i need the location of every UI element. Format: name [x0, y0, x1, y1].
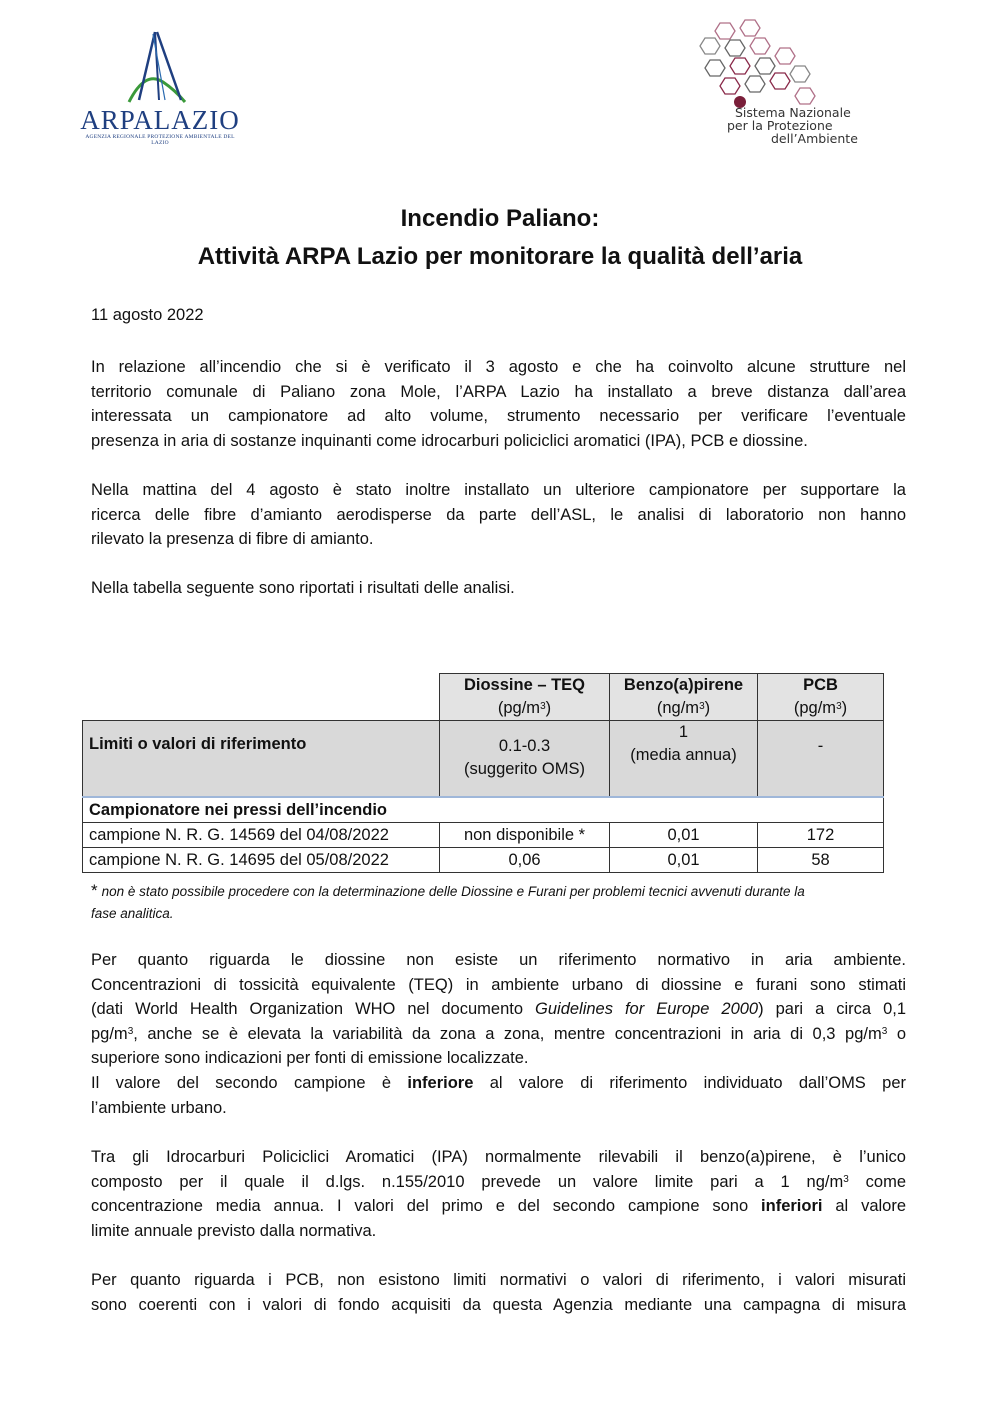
table-header-dioxins — [440, 674, 610, 721]
reference-label — [83, 721, 440, 797]
table-row — [83, 847, 884, 872]
snpa-line-1: Sistema Nazionale — [735, 105, 851, 120]
header-unit-sup: 3 — [836, 701, 842, 712]
document-date: 11 agosto 2022 — [91, 306, 204, 324]
reference-value: - — [817, 737, 824, 755]
snpa-line-3: dell’Ambiente — [771, 131, 858, 146]
paragraph-line: territorio comunale di Paliano zona Mole, l’ARPA Lazio ha installato a breve distanza dall’area — [91, 382, 906, 401]
sample-benzopyrene: 0,01 — [610, 822, 758, 847]
paragraph-line — [91, 1170, 906, 1195]
paragraph-line: ricerca delle fibre d’amianto aerodisperse da parte dell’ASL, le analisi di laboratorio non hanno — [91, 505, 906, 524]
header-name: Benzo(a)pirene — [623, 676, 744, 694]
header-unit: (ng/m — [656, 699, 700, 717]
table-corner-cell — [83, 674, 440, 721]
arpa-logo-name: ARPALAZIO — [80, 105, 240, 135]
sample-dioxins: non disponibile * — [440, 822, 610, 847]
header-unit-sup: 3 — [699, 701, 705, 712]
paragraph-line: Per quanto riguarda le diossine non esiste un riferimento normativo in aria ambiente. — [91, 951, 906, 969]
table-reference-row — [83, 721, 884, 797]
snpa-logo-text — [725, 106, 895, 145]
header-unit-close: ) — [545, 699, 552, 717]
paragraph-line: Per quanto riguarda i PCB, non esistono limiti normativi o valori di riferimento, i valori misurati — [91, 1271, 906, 1289]
paragraph-line: rilevato la presenza di fibre di amianto. — [91, 530, 374, 548]
header-name: Diossine – TEQ — [463, 676, 586, 694]
text-run: o — [887, 1024, 907, 1043]
header-name: PCB — [803, 676, 838, 694]
bold-run: inferiori — [761, 1197, 823, 1215]
paragraph-line: superiore sono indicazioni per fonti di emissione localizzate. — [91, 1049, 529, 1067]
paragraph-line: Tra gli Idrocarburi Policiclici Aromatici (IPA) normalmente rilevabili il benzo(a)pirene, è l’unico — [91, 1148, 906, 1166]
sample-pcb: 172 — [758, 822, 884, 847]
paragraph-line: Nella tabella seguente sono riportati i risultati delle analisi. — [91, 579, 515, 597]
snpa-line-2: per la Protezione — [727, 118, 833, 133]
header-unit-close: ) — [704, 699, 711, 717]
header-unit-sup: 3 — [540, 701, 546, 712]
paragraph-line: sono coerenti con i valori di fondo acquisiti da questa Agenzia mediante una campagna di misura — [91, 1295, 906, 1314]
bold-run: inferiore — [407, 1074, 474, 1092]
text-run: composto per il quale il d.lgs. n.155/2010 prevede un valore limite pari a 1 ng/m — [91, 1172, 844, 1191]
superscript: 3 — [843, 1173, 849, 1185]
superscript: 3 — [127, 1025, 134, 1037]
paragraph-line: Concentrazioni di tossicità equivalente (TEQ) in ambiente urbano di diossine e furani sono stimati — [91, 975, 906, 994]
reference-value: 1 — [678, 723, 689, 741]
paragraph-line: interessata un campionatore ad alto volume, strumento necessario per verificare l’eventuale — [91, 407, 906, 425]
sample-pcb: 58 — [758, 847, 884, 872]
paragraph-line — [91, 1194, 906, 1219]
table-footnote — [91, 880, 911, 925]
paragraph-line — [91, 1071, 906, 1096]
reference-pcb — [758, 721, 884, 797]
table-header-row — [83, 674, 884, 721]
paragraph-5 — [91, 1071, 906, 1120]
header-unit: (pg/m — [793, 699, 837, 717]
reference-note: (suggerito OMS) — [463, 760, 586, 778]
paragraph-4 — [91, 948, 906, 1071]
paragraph-line — [91, 997, 906, 1022]
sample-dioxins: 0,06 — [440, 847, 610, 872]
hexagon-pattern-icon — [690, 18, 900, 108]
reference-benzopyrene — [610, 721, 758, 797]
reference-label-text: Limiti o valori di riferimento — [89, 735, 307, 753]
paragraph-1 — [91, 355, 906, 453]
text-run: come — [848, 1172, 906, 1191]
table-row — [83, 822, 884, 847]
paragraph-line: Nella mattina del 4 agosto è stato inoltre installato un ulteriore campionatore per supportare la — [91, 481, 906, 499]
text-run: Il valore del secondo campione è — [91, 1074, 408, 1092]
header-unit-close: ) — [841, 699, 848, 717]
arpa-mountain-icon — [125, 30, 195, 110]
arpa-lazio-logo — [80, 30, 240, 145]
sample-label: campione N. R. G. 14695 del 05/08/2022 — [83, 847, 440, 872]
paragraph-2 — [91, 478, 906, 552]
text-run: (dati World Health Organization WHO nel documento — [91, 1000, 536, 1018]
reference-note: (media annua) — [630, 746, 737, 764]
italic-title: Guidelines for Europe 2000 — [535, 1000, 759, 1018]
snpa-logo — [690, 18, 900, 148]
paragraph-line: presenza in aria di sostanze inquinanti come idrocarburi policiclici aromatici (IPA), PCB e diossine. — [91, 431, 808, 450]
reference-value: 0.1-0.3 — [498, 737, 551, 755]
table-header-benzopyrene — [610, 674, 758, 721]
paragraph-3 — [91, 576, 906, 601]
text-run: al valore — [822, 1197, 907, 1215]
reference-dioxins — [440, 721, 610, 797]
sample-benzopyrene: 0,01 — [610, 847, 758, 872]
results-table — [82, 673, 884, 873]
text-run: al valore di riferimento individuato dall’OMS per — [473, 1074, 907, 1092]
paragraph-line: limite annuale previsto dalla normativa. — [91, 1221, 377, 1240]
section-label: Campionatore nei pressi dell’incendio — [83, 797, 884, 823]
paragraph-7 — [91, 1268, 906, 1317]
footnote-text-1: non è stato possibile procedere con la determinazione delle Diossine e Furani per problemi tecnici avvenuti durante la — [101, 884, 805, 899]
header-unit: (pg/m — [497, 699, 541, 717]
text-run: pg/m — [91, 1024, 128, 1043]
footnote-marker: * — [91, 881, 98, 900]
document-title — [0, 200, 1000, 276]
text-run: concentrazione media annua. I valori del primo e del secondo campione sono — [91, 1197, 762, 1215]
paragraph-6 — [91, 1145, 906, 1243]
sample-label: campione N. R. G. 14569 del 04/08/2022 — [83, 822, 440, 847]
title-line-1: Incendio Paliano: — [400, 205, 600, 232]
paragraph-line: In relazione all’incendio che si è verificato il 3 agosto e che ha coinvolto alcune strutture nel — [91, 358, 906, 376]
title-line-2: Attività ARPA Lazio per monitorare la qualità dell’aria — [197, 243, 803, 270]
text-run: , anche se è elevata la variabilità da zona a zona, mentre concentrazioni in aria di 0,3 pg/m — [133, 1024, 882, 1043]
text-run: ) pari a circa 0,1 — [758, 1000, 907, 1018]
table-header-pcb — [758, 674, 884, 721]
superscript: 3 — [881, 1025, 888, 1037]
arpa-logo-subtitle: AGENZIA REGIONALE PROTEZIONE AMBIENTALE DEL LAZIO — [85, 134, 235, 146]
table-section-row — [83, 797, 884, 823]
footnote-text-2: fase analitica. — [91, 906, 174, 921]
paragraph-line — [91, 1022, 906, 1047]
paragraph-line: l’ambiente urbano. — [91, 1098, 227, 1117]
